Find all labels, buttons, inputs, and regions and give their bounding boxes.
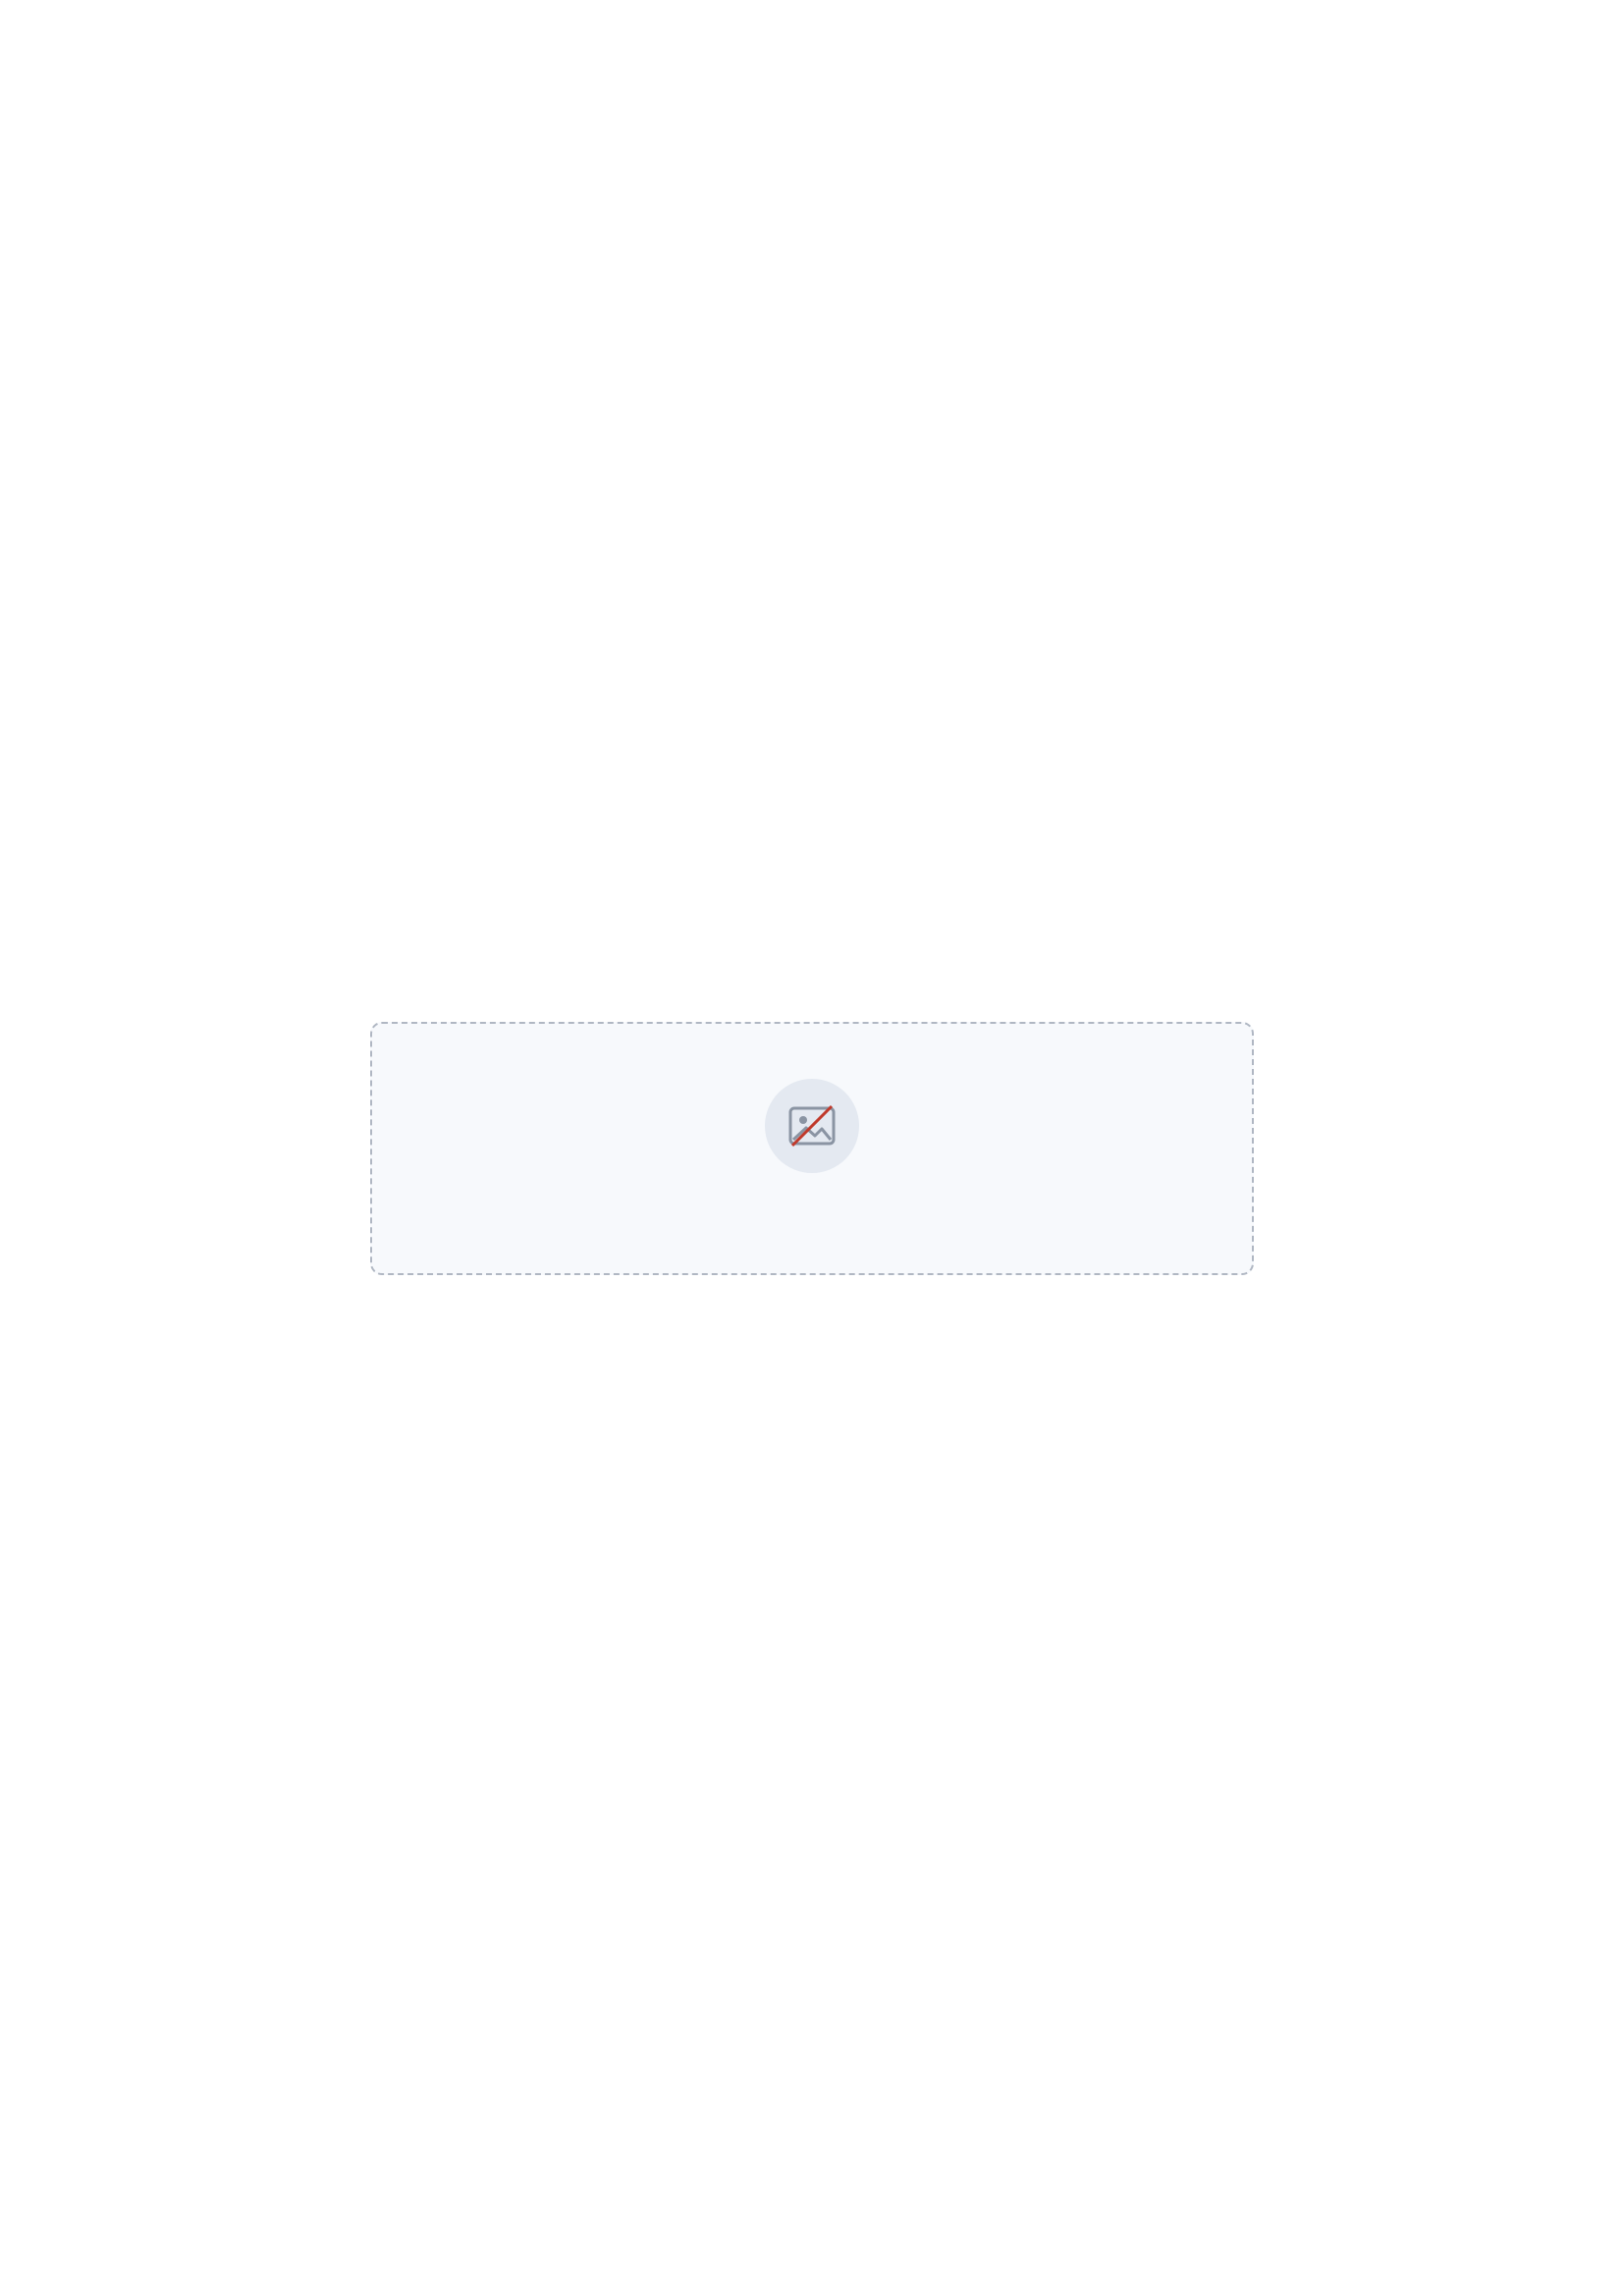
image-missing-icon [765,1079,859,1173]
placeholder-panel [370,1022,1254,1275]
